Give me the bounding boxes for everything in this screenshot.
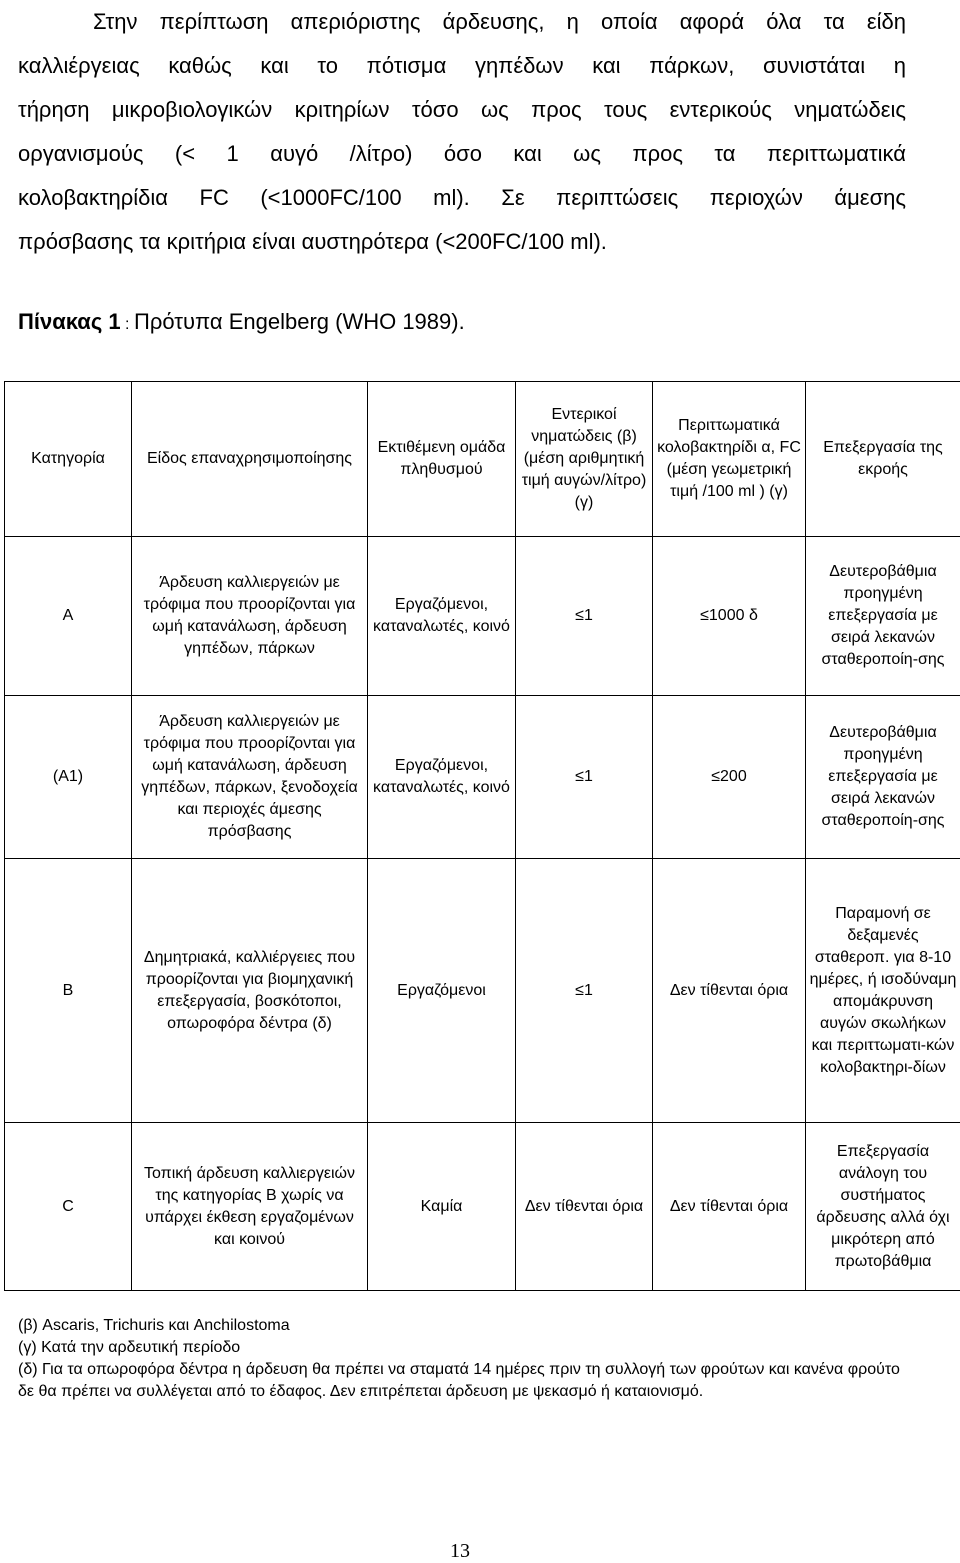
table-header-row bbox=[5, 382, 960, 537]
intro-paragraph bbox=[18, 0, 906, 264]
cell-nematodes: ≤1 bbox=[516, 696, 653, 859]
table-row bbox=[5, 859, 960, 1123]
header-faecal-coliforms: Περιττωματικά κολοβακτηρίδι α, FC (μέση γεωμετρική τιμή /100 ml ) (γ) bbox=[653, 382, 806, 537]
paragraph-line-1: Στην περίπτωση απεριόριστης άρδευσης, η οποία αφορά όλα τα είδη bbox=[93, 9, 906, 34]
cell-exposed-group: Εργαζόμενοι bbox=[368, 859, 516, 1123]
cell-faecal-coliforms: ≤200 bbox=[653, 696, 806, 859]
cell-reuse-type: Άρδευση καλλιεργειών με τρόφιμα που προορίζονται για ωμή κατανάλωση, άρδευση γηπέδων, πάρκων bbox=[132, 537, 368, 696]
cell-category: A bbox=[5, 537, 132, 696]
engelberg-standards-table bbox=[4, 381, 960, 1291]
cell-faecal-coliforms: Δεν τίθενται όρια bbox=[653, 1123, 806, 1291]
cell-exposed-group: Εργαζόμενοι, καταναλωτές, κοινό bbox=[368, 537, 516, 696]
footnote-beta: (β) Ascaris, Trichuris και Anchilostoma bbox=[18, 1315, 918, 1337]
table-row bbox=[5, 537, 960, 696]
header-reuse-type: Είδος επαναχρησιμοποίησης bbox=[132, 382, 368, 537]
header-exposed-group: Εκτιθέμενη ομάδα πληθυσμού bbox=[368, 382, 516, 537]
table-caption bbox=[18, 306, 465, 341]
paragraph-line-4: οργανισμούς (< 1 αυγό /λίτρο) όσο και ως προς τα περιττωματικά bbox=[18, 132, 906, 176]
cell-category: B bbox=[5, 859, 132, 1123]
header-nematodes: Εντερικοί νηματώδεις (β)(μέση αριθμητική τιμή αυγών/λίτρο) (γ) bbox=[516, 382, 653, 537]
cell-category: (A1) bbox=[5, 696, 132, 859]
cell-nematodes: ≤1 bbox=[516, 537, 653, 696]
cell-reuse-type: Δημητριακά, καλλιέργειες που προορίζονται για βιομηχανική επεξεργασία, βοσκότοποι, οπωροφόρα δέντρα (δ) bbox=[132, 859, 368, 1123]
cell-nematodes: Δεν τίθενται όρια bbox=[516, 1123, 653, 1291]
page-number: 13 bbox=[0, 1540, 920, 1563]
footnote-delta: (δ) Για τα οπωροφόρα δέντρα η άρδευση θα πρέπει να σταματά 14 ημέρες πριν τη συλλογή των φρούτων και κανένα φρούτο δε θα πρέπει να συλλέγεται από το έδαφος. Δεν επιτρέπεται άρδευση με ψεκασμό ή καταιονισμό. bbox=[18, 1359, 918, 1403]
cell-nematodes: ≤1 bbox=[516, 859, 653, 1123]
paragraph-line-3: τήρηση μικροβιολογικών κριτηρίων τόσο ως προς τους εντερικούς νηματώδεις bbox=[18, 88, 906, 132]
header-treatment: Επεξεργασία της εκροής bbox=[806, 382, 960, 537]
cell-treatment: Δευτεροβάθμια προηγμένη επεξεργασία με σειρά λεκανών σταθεροποίη-σης bbox=[806, 696, 960, 859]
caption-title: Πρότυπα Engelberg (WHO 1989). bbox=[134, 309, 465, 334]
header-category: Κατηγορία bbox=[5, 382, 132, 537]
cell-exposed-group: Εργαζόμενοι, καταναλωτές, κοινό bbox=[368, 696, 516, 859]
cell-faecal-coliforms: ≤1000 δ bbox=[653, 537, 806, 696]
caption-separator: : bbox=[121, 316, 134, 333]
cell-reuse-type: Άρδευση καλλιεργειών με τρόφιμα που προορίζονται για ωμή κατανάλωση, άρδευση γηπέδων, πάρκων, ξενοδοχεία και περιοχές άμεσης πρόσβασης bbox=[132, 696, 368, 859]
table-footnotes bbox=[18, 1315, 918, 1403]
cell-category: C bbox=[5, 1123, 132, 1291]
cell-reuse-type: Τοπική άρδευση καλλιεργειών της κατηγορίας B χωρίς να υπάρχει έκθεση εργαζομένων και κοινού bbox=[132, 1123, 368, 1291]
caption-label: Πίνακας 1 bbox=[18, 309, 121, 334]
cell-faecal-coliforms: Δεν τίθενται όρια bbox=[653, 859, 806, 1123]
paragraph-line-6: πρόσβασης τα κριτήρια είναι αυστηρότερα (<200FC/100 ml). bbox=[18, 220, 906, 264]
footnote-gamma: (γ) Κατά την αρδευτική περίοδο bbox=[18, 1337, 918, 1359]
table-row bbox=[5, 696, 960, 859]
cell-exposed-group: Καμία bbox=[368, 1123, 516, 1291]
paragraph-line-2: καλλιέργειας καθώς και το πότισμα γηπέδων και πάρκων, συνιστάται η bbox=[18, 44, 906, 88]
paragraph-line-5: κολοβακτηρίδια FC (<1000FC/100 ml). Σε περιπτώσεις περιοχών άμεσης bbox=[18, 176, 906, 220]
cell-treatment: Παραμονή σε δεξαμενές σταθεροπ. για 8-10 ημέρες, ή ισοδύναμη απομάκρυνση αυγών σκωλήκων και περιττωματι-κών κολοβακτηρι-δίων bbox=[806, 859, 960, 1123]
table-row bbox=[5, 1123, 960, 1291]
cell-treatment: Δευτεροβάθμια προηγμένη επεξεργασία με σειρά λεκανών σταθεροποίη-σης bbox=[806, 537, 960, 696]
cell-treatment: Επεξεργασία ανάλογη του συστήματος άρδευσης αλλά όχι μικρότερη από πρωτοβάθμια bbox=[806, 1123, 960, 1291]
